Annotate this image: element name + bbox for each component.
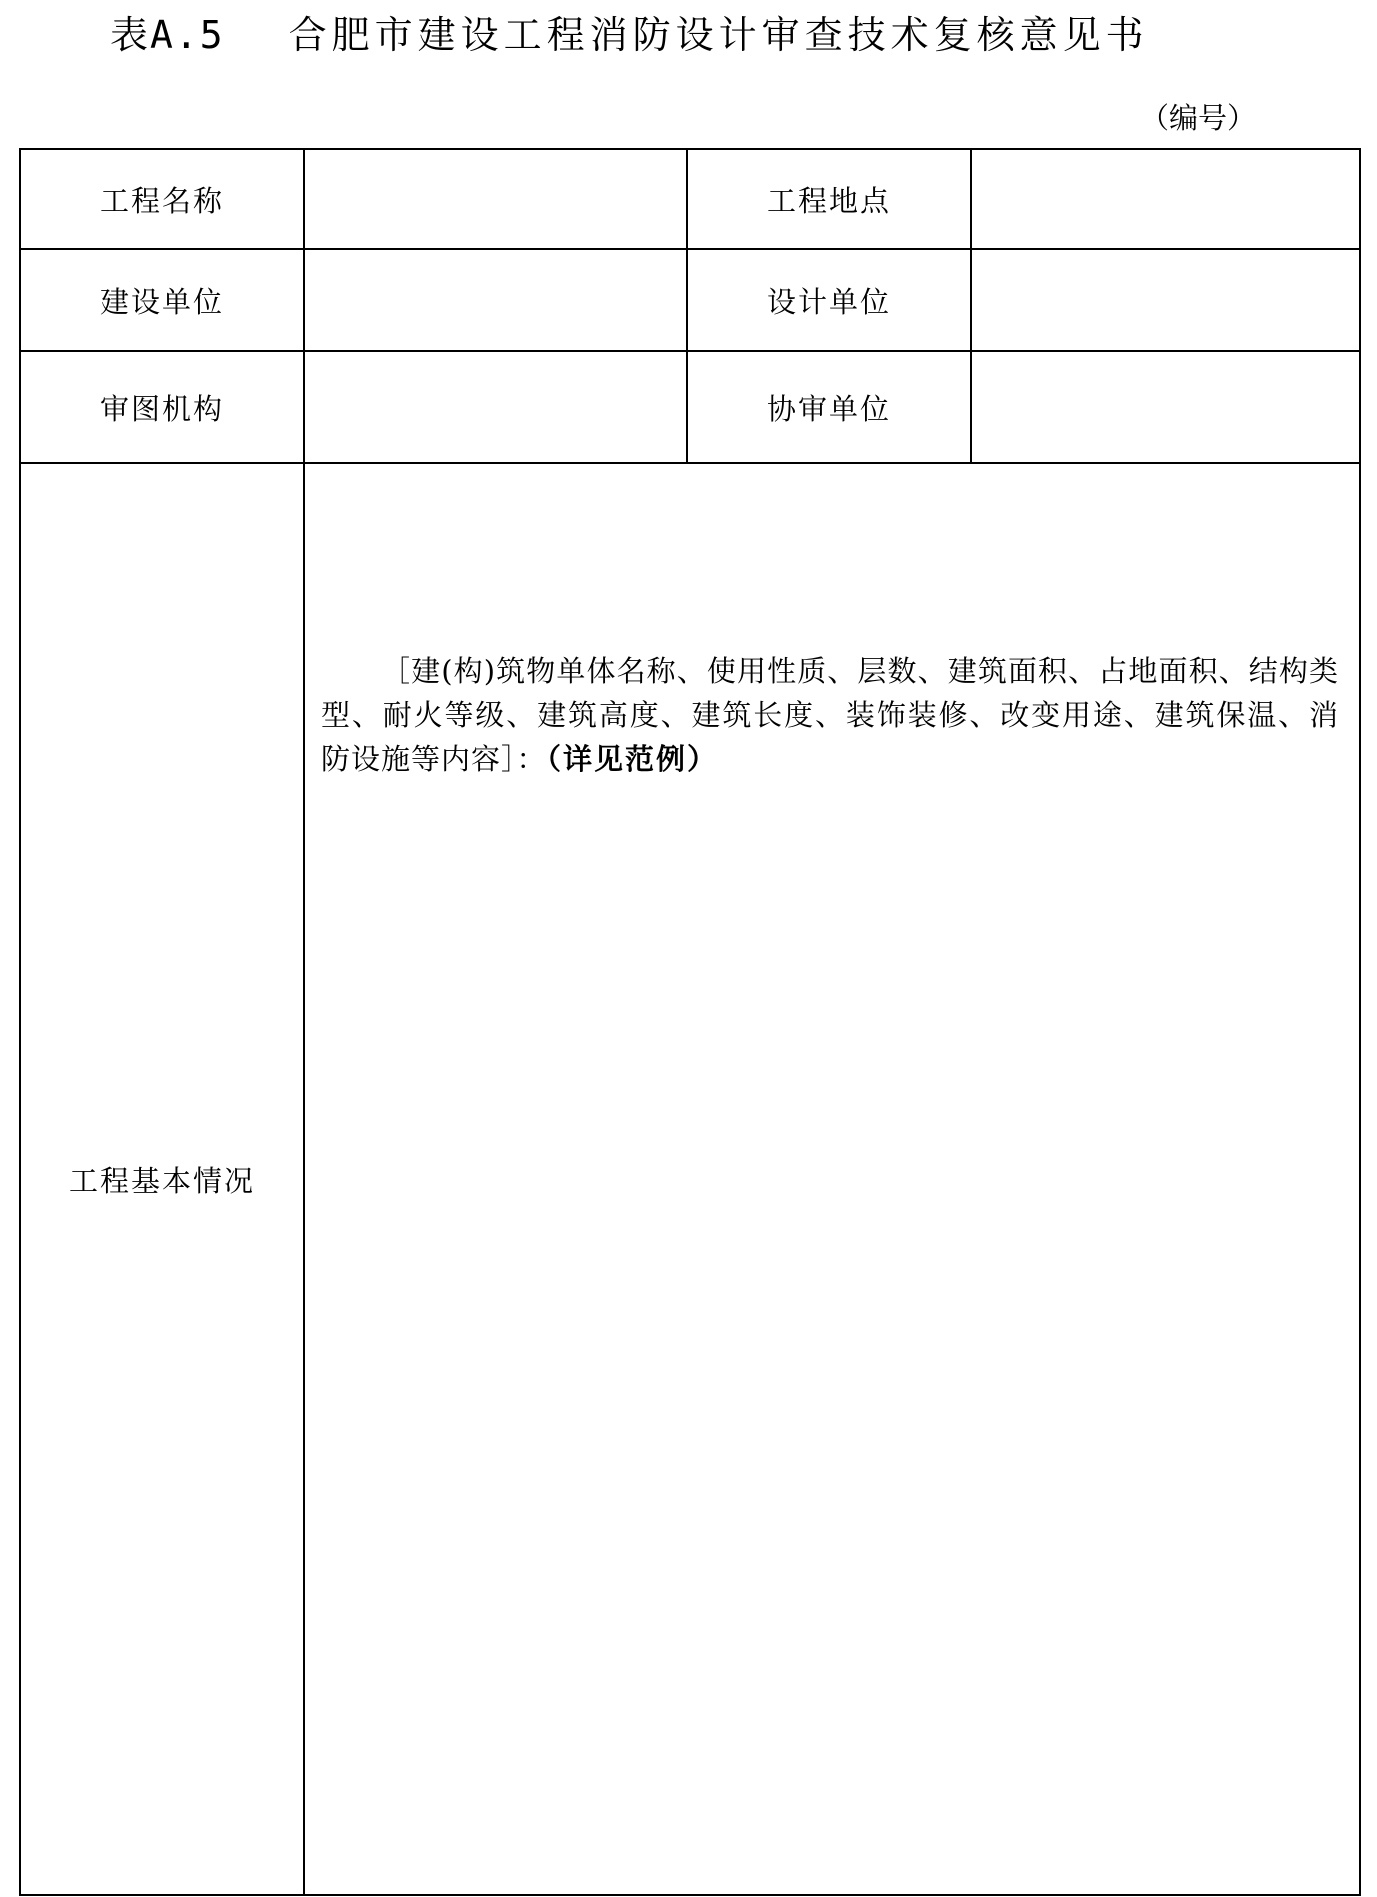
form-row-construction-unit — [20, 249, 1360, 351]
review-agency-label: 审图机构 — [20, 351, 304, 463]
document-title — [110, 6, 1149, 64]
basic-info-label: 工程基本情况 — [20, 463, 304, 1895]
basic-info-prompt: ［建(构)筑物单体名称、使用性质、层数、建筑面积、占地面积、结构类型、耐火等级、建筑高度、建筑长度、装饰装修、改变用途、建筑保温、消防设施等内容］： — [321, 654, 1339, 776]
project-location-field[interactable] — [971, 149, 1360, 249]
serial-number-label: （编号） — [1140, 101, 1257, 135]
form-row-review-agency — [20, 351, 1360, 463]
review-agency-field[interactable] — [304, 351, 687, 463]
design-unit-label: 设计单位 — [687, 249, 971, 351]
basic-info-field[interactable] — [304, 463, 1360, 1895]
construction-unit-label: 建设单位 — [20, 249, 304, 351]
project-location-label: 工程地点 — [687, 149, 971, 249]
form-row-basic-info — [20, 463, 1360, 1895]
design-unit-field[interactable] — [971, 249, 1360, 351]
construction-unit-field[interactable] — [304, 249, 687, 351]
project-name-label: 工程名称 — [20, 149, 304, 249]
see-example-note: （详见范例） — [546, 742, 719, 776]
project-name-field[interactable] — [304, 149, 687, 249]
table-code: 表A.5 — [110, 13, 225, 57]
co-review-unit-field[interactable] — [971, 351, 1360, 463]
form-row-project-name — [20, 149, 1360, 249]
basic-info-description — [321, 649, 1339, 781]
review-form-table — [19, 148, 1361, 1896]
title-text: 合肥市建设工程消防设计审查技术复核意见书 — [288, 13, 1149, 57]
co-review-unit-label: 协审单位 — [687, 351, 971, 463]
